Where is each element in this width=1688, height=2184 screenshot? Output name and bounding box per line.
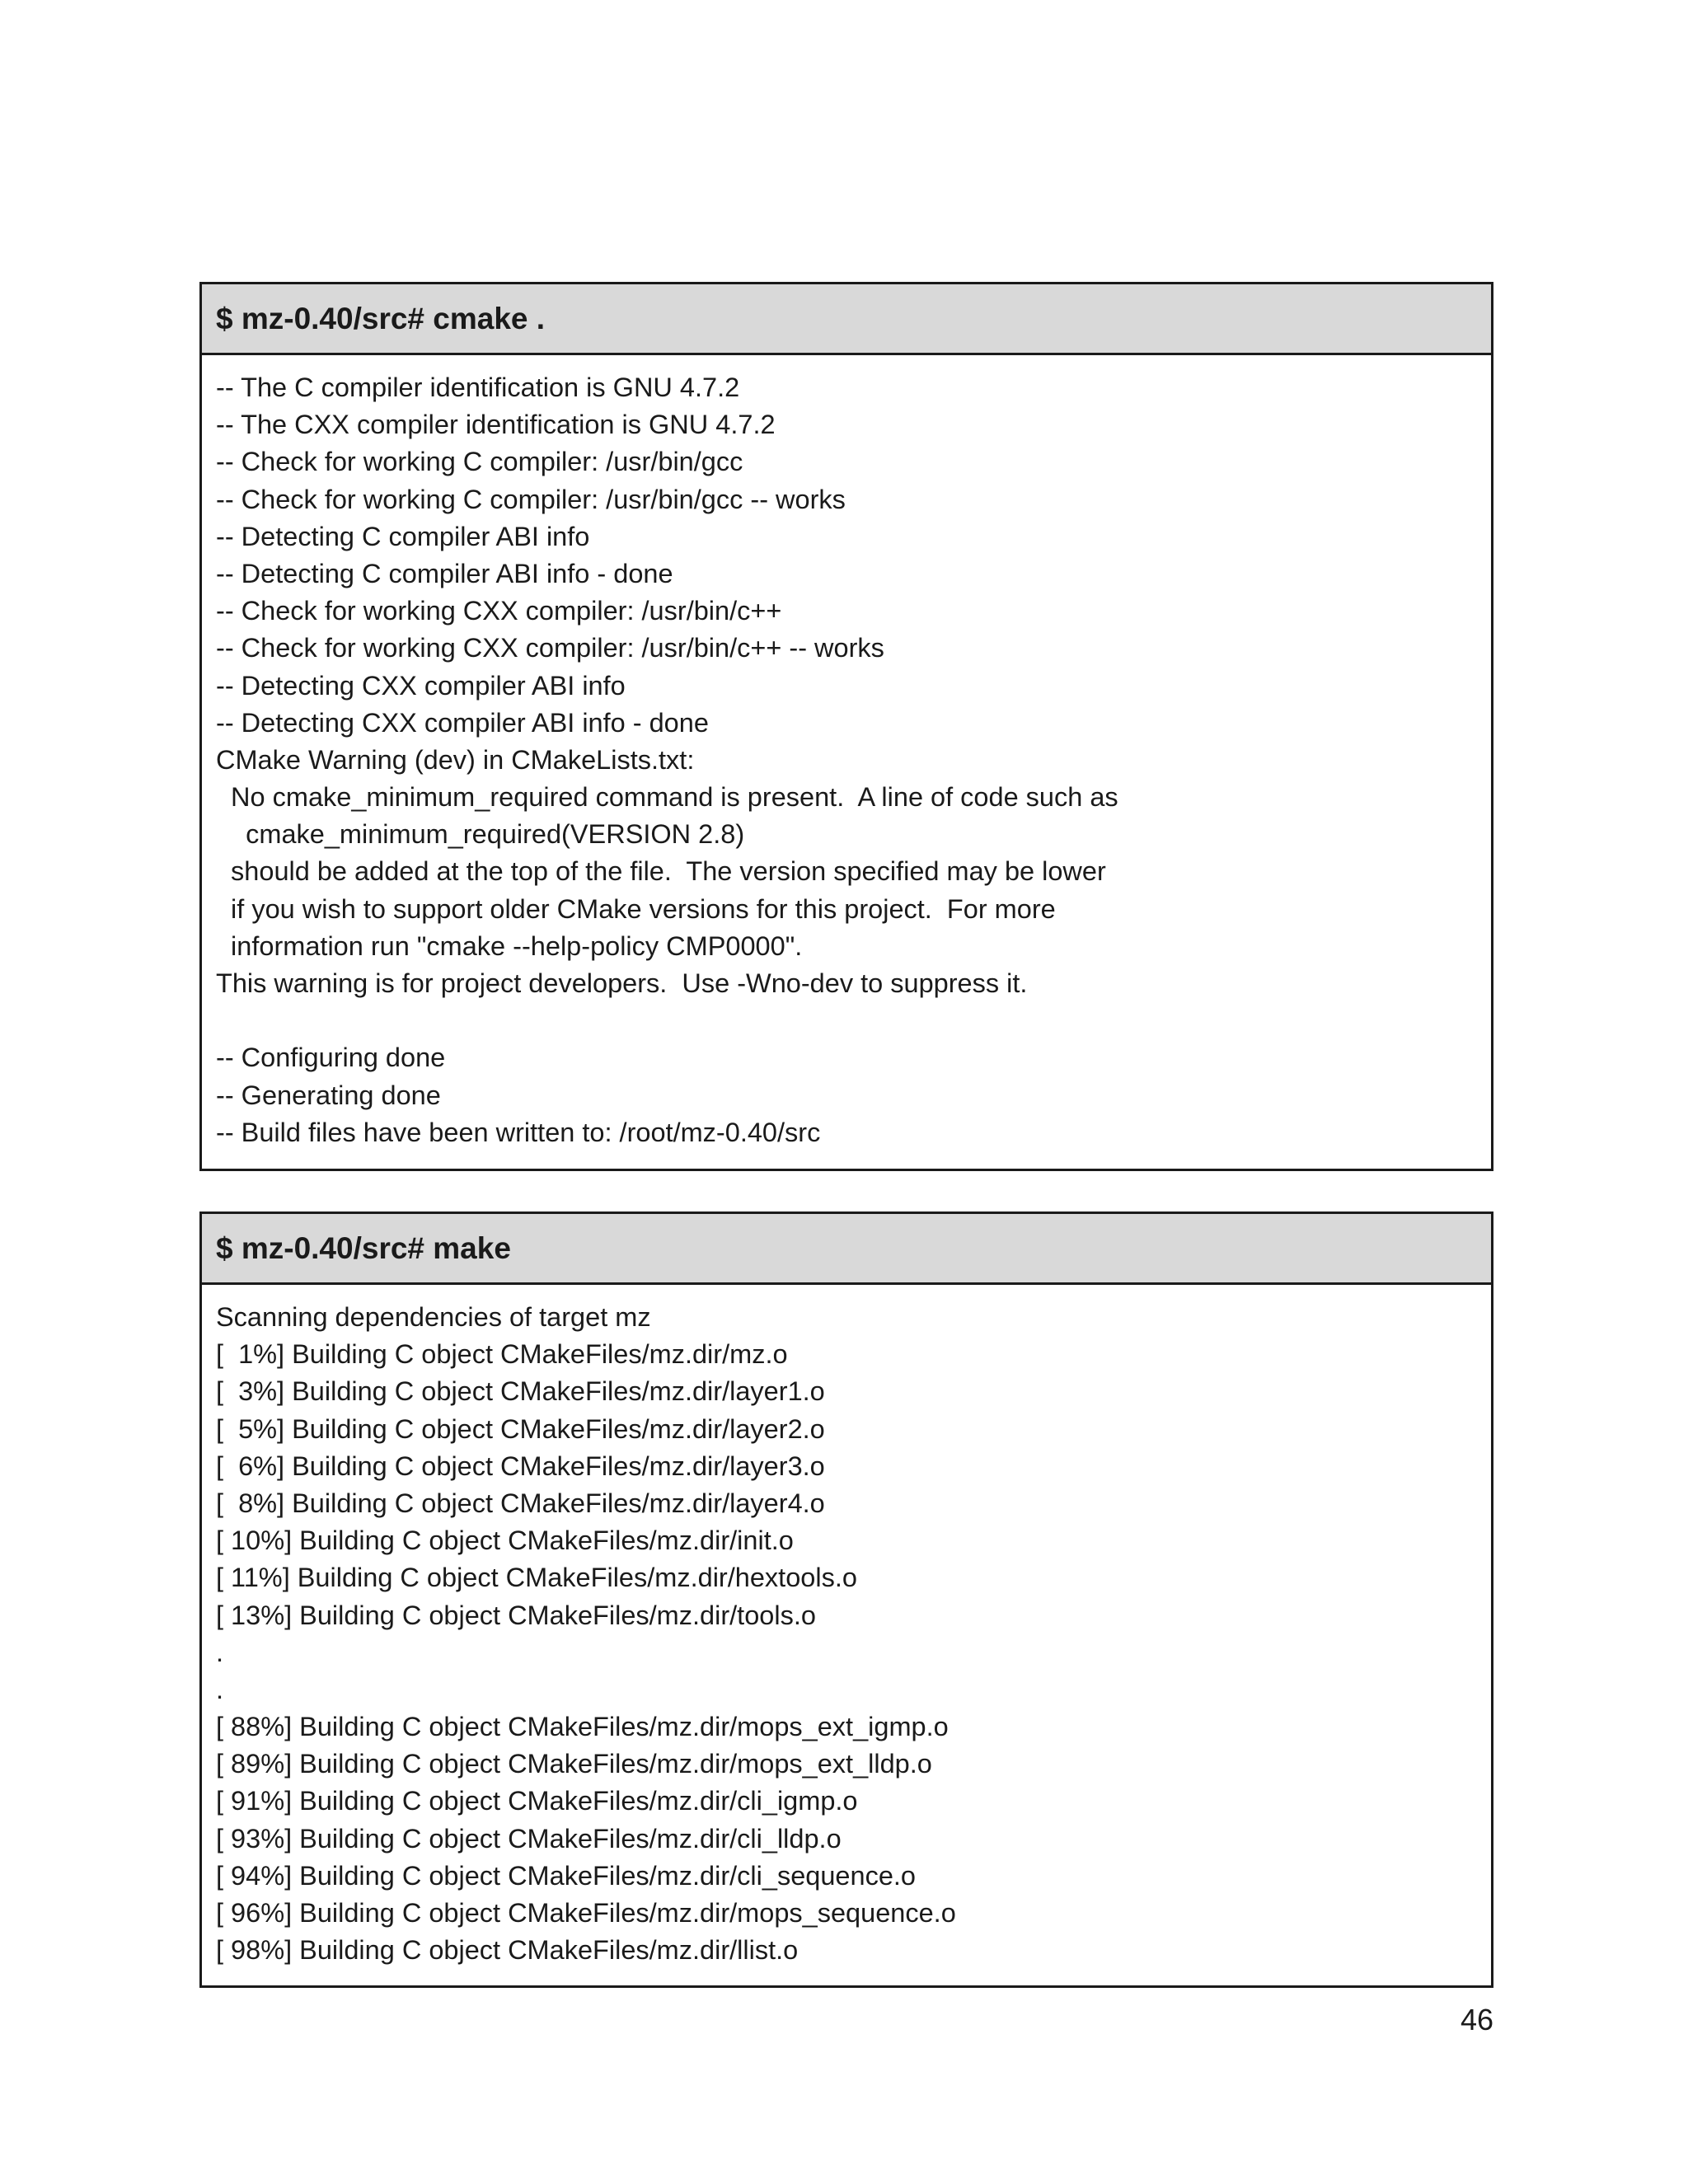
output-line: [ 3%] Building C object CMakeFiles/mz.dir/layer1.o <box>216 1376 825 1407</box>
output-line: [ 6%] Building C object CMakeFiles/mz.dir/layer3.o <box>216 1451 825 1481</box>
output-line: [ 10%] Building C object CMakeFiles/mz.dir/init.o <box>216 1526 794 1556</box>
output-line: CMake Warning (dev) in CMakeLists.txt: <box>216 744 695 775</box>
output-line: [ 5%] Building C object CMakeFiles/mz.dir/layer2.o <box>216 1413 825 1444</box>
output-line: [ 88%] Building C object CMakeFiles/mz.dir/mops_ext_igmp.o <box>216 1712 949 1742</box>
output-line: -- Build files have been written to: /root/mz-0.40/src <box>216 1117 821 1147</box>
output-line: [ 94%] Building C object CMakeFiles/mz.dir/cli_sequence.o <box>216 1860 916 1891</box>
output-line: [ 98%] Building C object CMakeFiles/mz.dir/llist.o <box>216 1935 799 1966</box>
output-line: [ 8%] Building C object CMakeFiles/mz.dir/layer4.o <box>216 1488 825 1518</box>
cmake-output <box>202 355 1491 1151</box>
output-line: -- The C compiler identification is GNU 4.7.2 <box>216 373 740 402</box>
output-line: -- Check for working C compiler: /usr/bin/gcc -- works <box>216 484 846 514</box>
output-line: -- Check for working C compiler: /usr/bin/gcc <box>216 447 743 477</box>
output-line: [ 96%] Building C object CMakeFiles/mz.dir/mops_sequence.o <box>216 1898 956 1928</box>
output-line: -- Detecting CXX compiler ABI info - done <box>216 707 709 738</box>
output-line: -- Configuring done <box>216 1043 446 1073</box>
output-line: information run "cmake --help-policy CMP0000". <box>216 930 803 961</box>
cmake-command-header: $ mz-0.40/src# cmake . <box>202 284 1491 355</box>
output-line: -- The CXX compiler identification is GNU 4.7.2 <box>216 410 776 440</box>
output-line: -- Detecting C compiler ABI info <box>216 521 590 551</box>
output-line: No cmake_minimum_required command is present. A line of code such as <box>216 782 1118 813</box>
output-line: -- Detecting C compiler ABI info - done <box>216 558 673 588</box>
output-line: [ 13%] Building C object CMakeFiles/mz.dir/tools.o <box>216 1600 816 1630</box>
output-line: -- Check for working CXX compiler: /usr/bin/c++ -- works <box>216 633 884 663</box>
output-line: should be added at the top of the file. The version specified may be lower <box>216 856 1106 887</box>
output-line: [ 93%] Building C object CMakeFiles/mz.dir/cli_lldp.o <box>216 1823 842 1854</box>
output-line: . <box>216 1637 224 1667</box>
output-line: Scanning dependencies of target mz <box>216 1302 651 1332</box>
make-command-header: $ mz-0.40/src# make <box>202 1214 1491 1285</box>
output-line: [ 89%] Building C object CMakeFiles/mz.dir/mops_ext_lldp.o <box>216 1749 932 1779</box>
output-line: -- Generating done <box>216 1080 441 1110</box>
output-line: . <box>216 1674 224 1704</box>
output-line: This warning is for project developers. Use -Wno-dev to suppress it. <box>216 968 1028 998</box>
output-line <box>216 1002 1477 1039</box>
output-line: cmake_minimum_required(VERSION 2.8) <box>216 819 745 850</box>
output-line: -- Detecting CXX compiler ABI info <box>216 670 626 701</box>
output-line: -- Check for working CXX compiler: /usr/bin/c++ <box>216 596 782 626</box>
output-line: if you wish to support older CMake versions for this project. For more <box>216 893 1056 924</box>
output-line: [ 91%] Building C object CMakeFiles/mz.dir/cli_igmp.o <box>216 1786 858 1816</box>
output-line: [ 1%] Building C object CMakeFiles/mz.dir/mz.o <box>216 1339 788 1370</box>
make-output <box>202 1285 1491 1969</box>
page-number: 46 <box>1460 2003 1493 2036</box>
cmake-command-block <box>199 282 1493 1171</box>
make-command-block <box>199 1212 1493 1988</box>
output-line: [ 11%] Building C object CMakeFiles/mz.dir/hextools.o <box>216 1563 857 1593</box>
